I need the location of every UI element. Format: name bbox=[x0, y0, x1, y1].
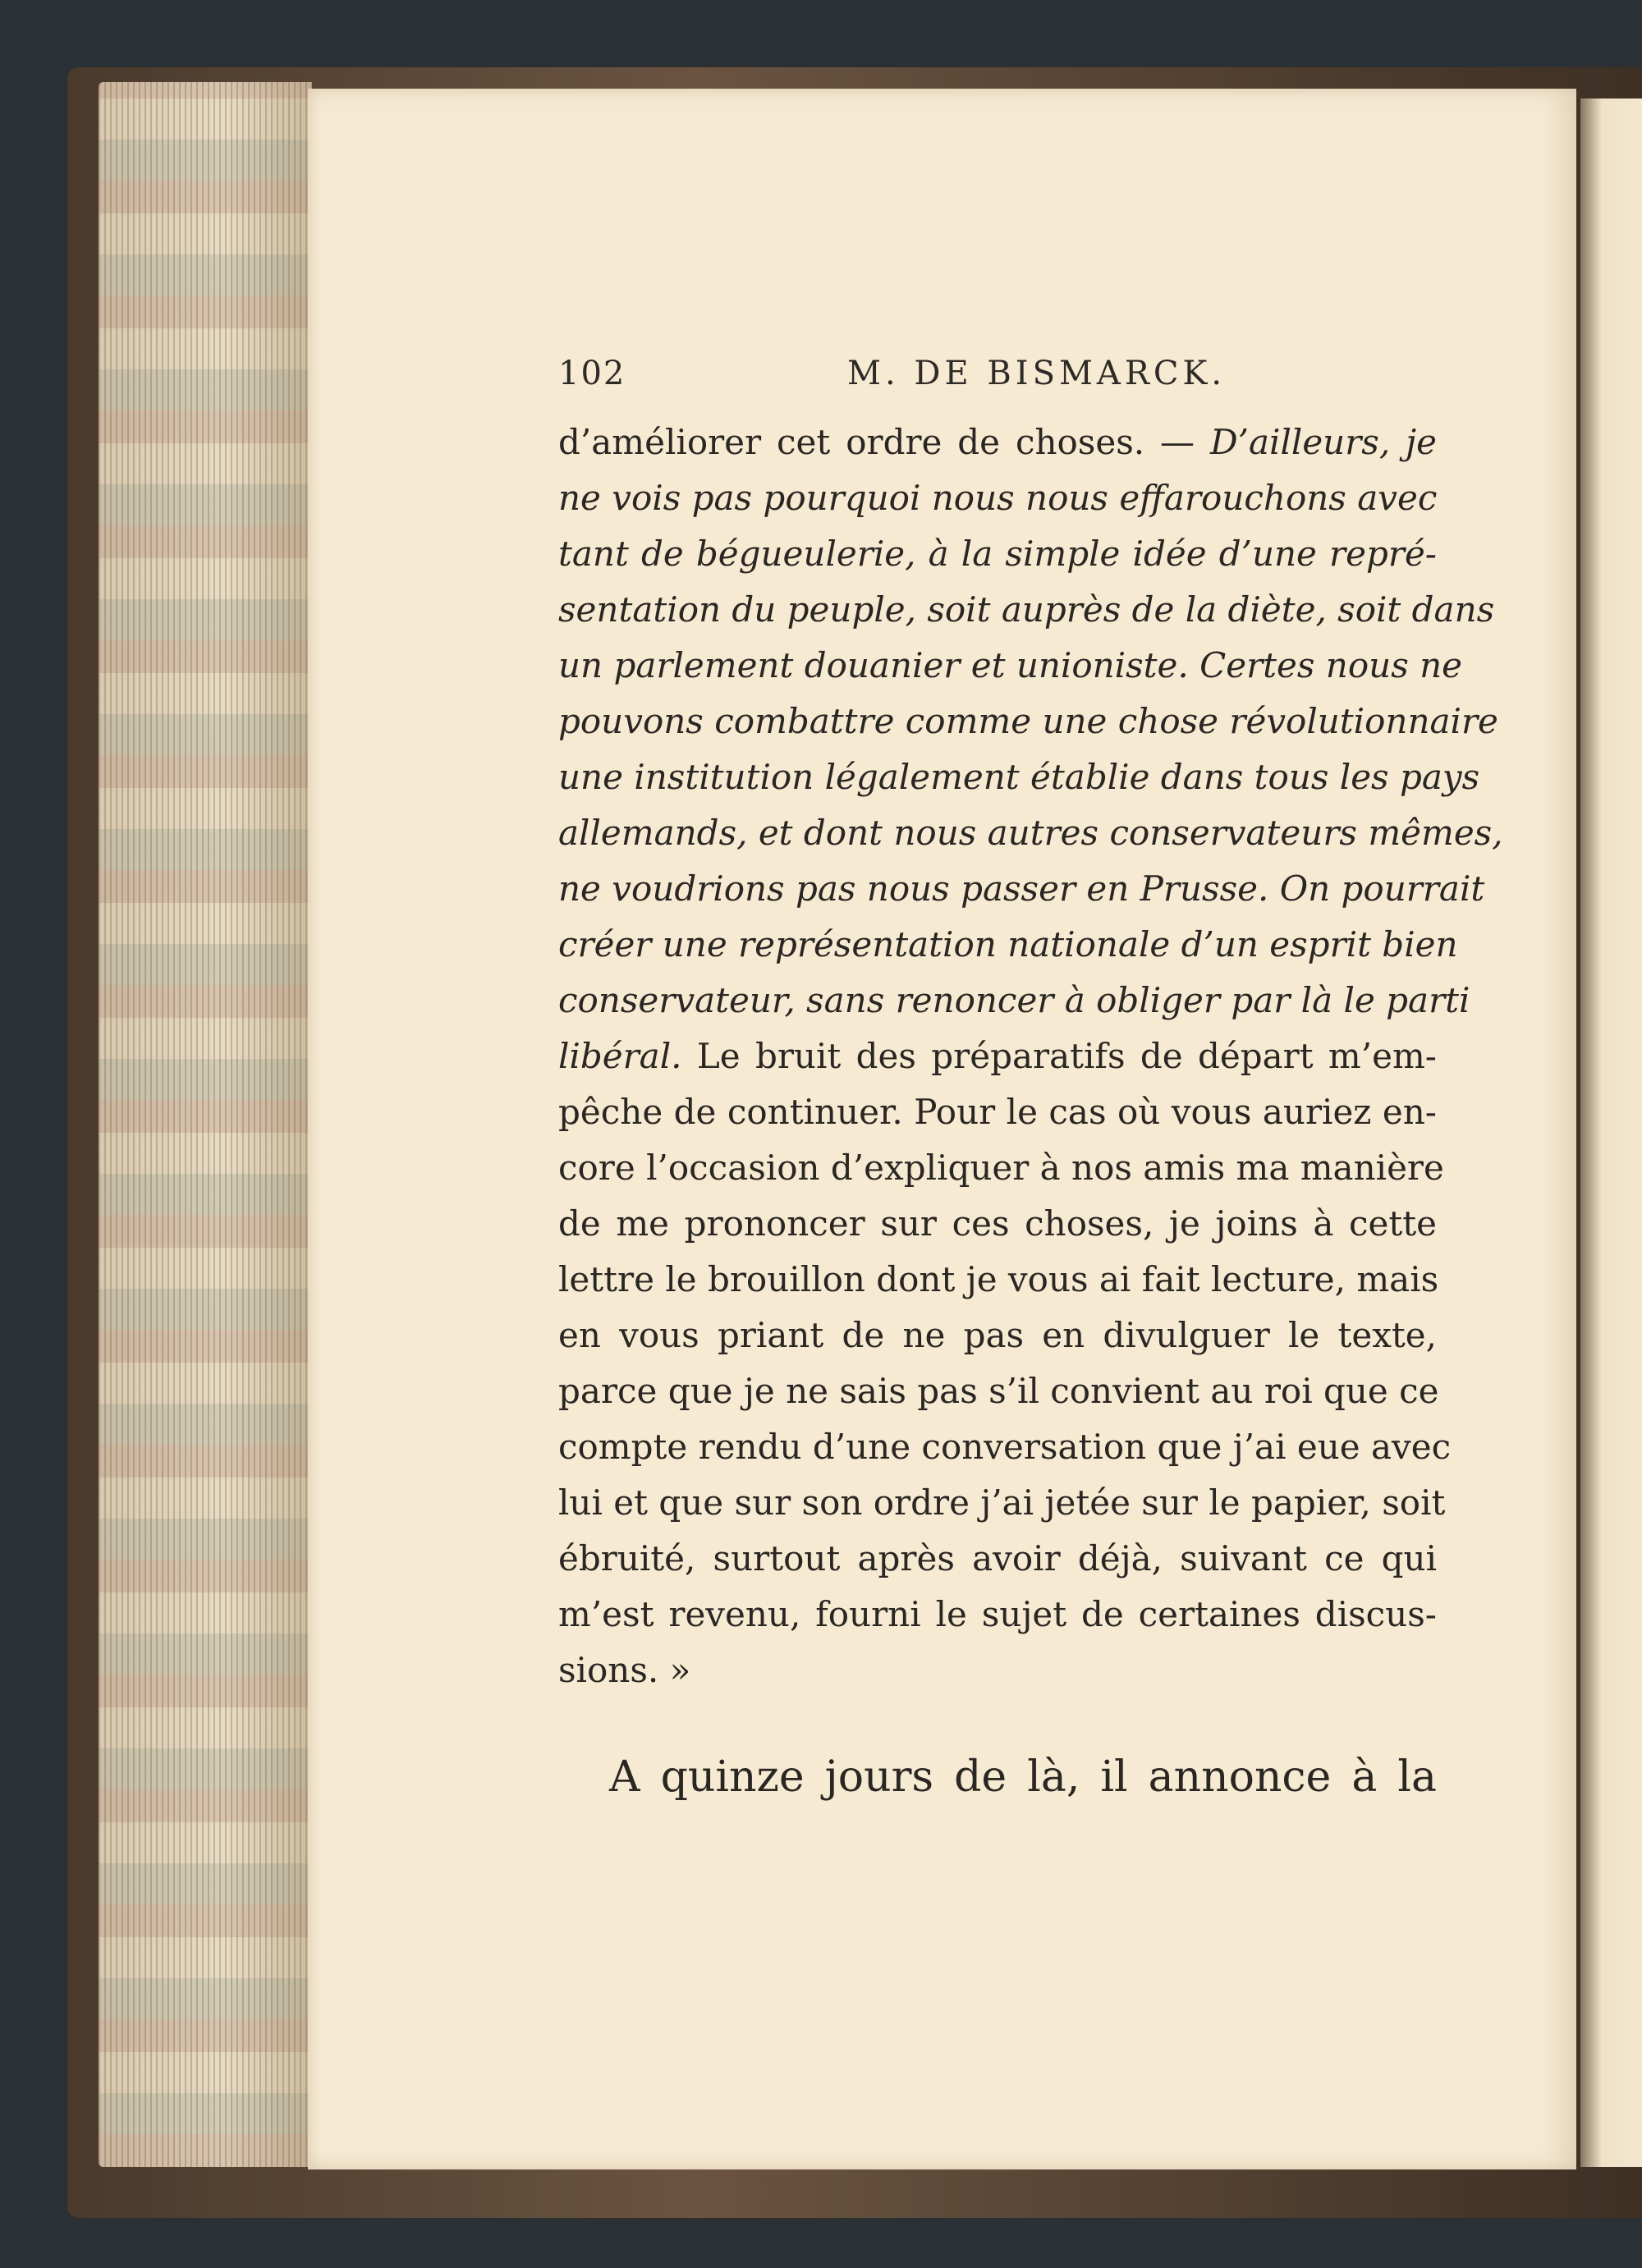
page-header bbox=[558, 355, 1445, 404]
text-line: une institution légalement établie dans tous les pays bbox=[558, 757, 1480, 797]
text-line: ne vois pas pourquoi nous nous effarouchons avec bbox=[558, 478, 1438, 518]
text-line: créer une représentation nationale d’un esprit bien bbox=[558, 924, 1458, 964]
text-line: pêche de continuer. Pour le cas où vous auriez en- bbox=[558, 1092, 1437, 1132]
text-line: tant de bégueulerie, à la simple idée d’une repré- bbox=[558, 534, 1437, 574]
text-line: sions. » bbox=[558, 1650, 691, 1690]
text-line: ne voudrions pas nous passer en Prusse. On pourrait bbox=[558, 868, 1485, 909]
text-line: conservateur, sans renoncer à obliger par là le parti bbox=[558, 980, 1470, 1020]
page-edges bbox=[99, 82, 312, 2167]
text-line: pouvons combattre comme une chose révolutionnaire bbox=[558, 701, 1498, 741]
next-page-edge bbox=[1580, 99, 1642, 2167]
text-line: ébruité, surtout après avoir déjà, suivant ce qui bbox=[558, 1538, 1437, 1578]
running-title: M. DE BISMARCK. bbox=[847, 355, 1227, 392]
text-line: un parlement douanier et unioniste. Certes nous ne bbox=[558, 645, 1463, 685]
text-line: libéral. Le bruit des préparatifs de départ m’em- bbox=[558, 1036, 1437, 1076]
text-line: d’améliorer cet ordre de choses. — D’ailleurs, je bbox=[558, 422, 1437, 462]
page-number: 102 bbox=[558, 355, 626, 392]
text-line: parce que je ne sais pas s’il convient au roi que ce bbox=[558, 1371, 1439, 1411]
text-line: core l’occasion d’expliquer à nos amis ma manière bbox=[558, 1148, 1444, 1188]
text-line: lettre le brouillon dont je vous ai fait lecture, mais bbox=[558, 1259, 1439, 1299]
letter-paragraph bbox=[558, 415, 1503, 1698]
text-line: sentation du peuple, soit auprès de la diète, soit dans bbox=[558, 589, 1495, 630]
text-line: lui et que sur son ordre j’ai jetée sur le papier, soit bbox=[558, 1482, 1446, 1523]
text-line: m’est revenu, fourni le sujet de certaines discus- bbox=[558, 1594, 1437, 1634]
text-line: compte rendu d’une conversation que j’ai eue avec bbox=[558, 1427, 1452, 1467]
text-line: allemands, et dont nous autres conservateurs mêmes, bbox=[558, 813, 1503, 853]
final-line: A quinze jours de là, il annonce à la bbox=[609, 1753, 1437, 1802]
text-line: de me prononcer sur ces choses, je joins à cette bbox=[558, 1203, 1437, 1244]
text-line: en vous priant de ne pas en divulguer le texte, bbox=[558, 1315, 1437, 1355]
